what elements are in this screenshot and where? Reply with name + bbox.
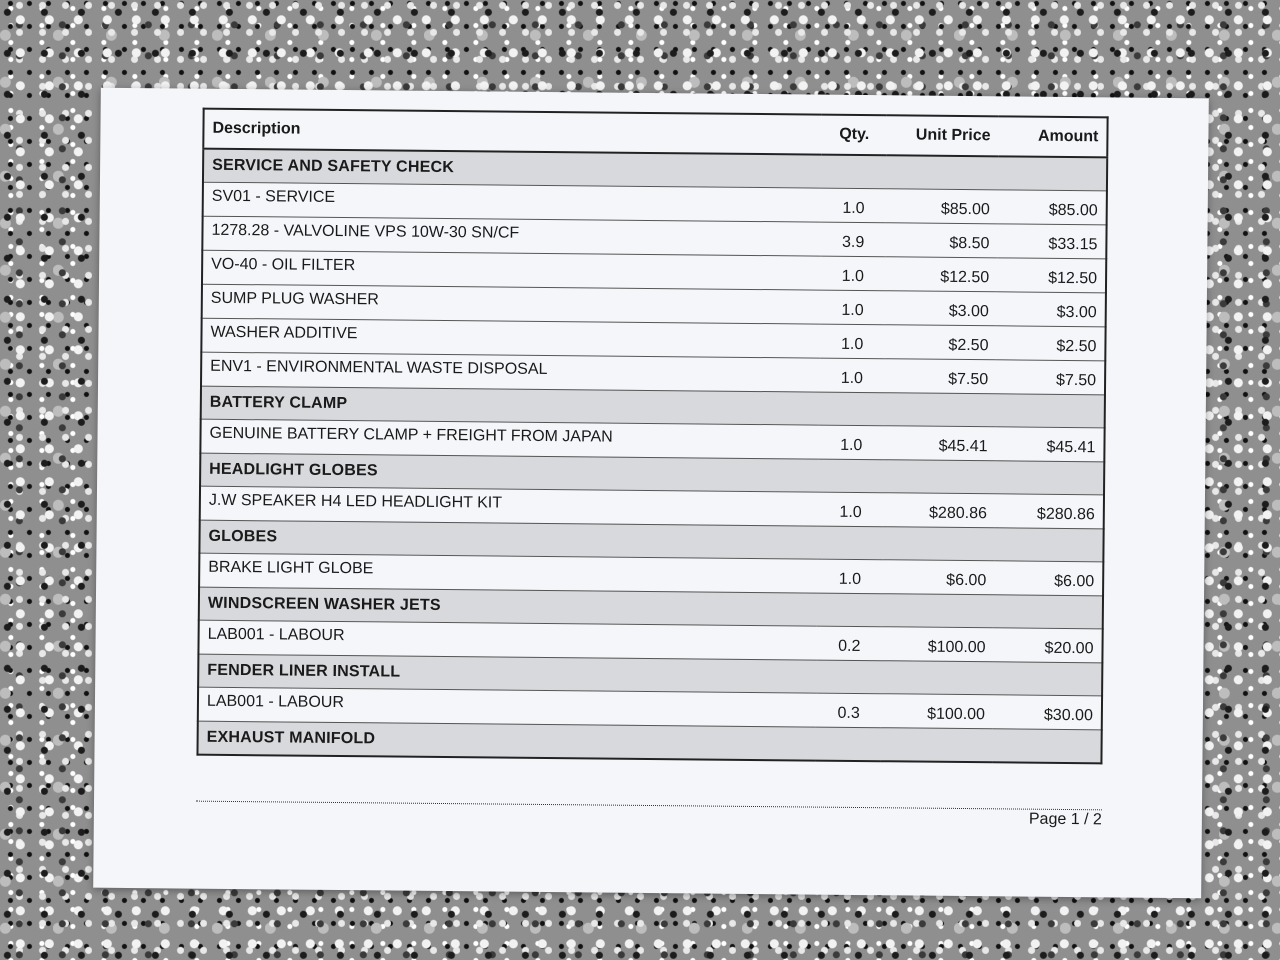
item-description: BRAKE LIGHT GLOBE (199, 553, 818, 593)
item-amount: $3.00 (997, 291, 1106, 326)
item-amount: $33.15 (997, 223, 1106, 258)
item-amount: $30.00 (993, 694, 1102, 729)
section-title: EXHAUST MANIFOLD (197, 721, 1101, 764)
item-qty: 0.3 (816, 693, 881, 728)
item-description: ENV1 - ENVIRONMENTAL WASTE DISPOSAL (201, 352, 820, 392)
item-qty: 1.0 (819, 425, 884, 460)
section-title: SERVICE AND SAFETY CHECK (203, 149, 1107, 191)
item-description: SV01 - SERVICE (203, 182, 822, 222)
item-description: WASHER ADDITIVE (201, 318, 820, 358)
item-amount: $7.50 (996, 359, 1105, 394)
item-qty: 1.0 (820, 256, 885, 291)
table-body (197, 149, 1107, 764)
footer-divider (196, 801, 1102, 811)
page-indicator (1029, 811, 1102, 830)
description-header: Description (203, 109, 822, 155)
item-amount: $12.50 (997, 257, 1106, 292)
item-qty: 0.2 (817, 626, 882, 661)
item-description: J.W SPEAKER H4 LED HEADLIGHT KIT (200, 486, 819, 526)
item-unit-price: $45.41 (884, 425, 996, 460)
section-header-row (197, 721, 1101, 764)
qty-header: Qty. (822, 115, 887, 156)
item-description: SUMP PLUG WASHER (202, 284, 821, 324)
item-unit-price: $7.50 (884, 358, 996, 393)
item-qty: 1.0 (820, 324, 885, 359)
invoice-table (196, 108, 1108, 765)
item-amount: $20.00 (993, 627, 1102, 662)
item-unit-price: $100.00 (882, 626, 994, 661)
item-unit-price: $6.00 (882, 559, 994, 594)
item-unit-price: $12.50 (885, 256, 997, 291)
page-number: 1 / 2 (1070, 811, 1102, 829)
item-amount: $85.00 (998, 189, 1107, 224)
item-unit-price: $8.50 (886, 222, 998, 257)
page-label-text: Page (1028, 810, 1067, 829)
amount-header: Amount (998, 116, 1107, 157)
item-qty: 1.0 (819, 358, 884, 393)
item-unit-price: $85.00 (886, 188, 998, 223)
section-title: HEADLIGHT GLOBES (200, 453, 1104, 495)
item-unit-price: $100.00 (881, 693, 993, 728)
section-title: WINDSCREEN WASHER JETS (199, 587, 1103, 629)
item-qty: 3.9 (821, 222, 886, 257)
invoice-page (93, 88, 1209, 899)
item-description: LAB001 - LABOUR (198, 687, 817, 727)
item-description: LAB001 - LABOUR (198, 620, 817, 660)
item-unit-price: $2.50 (885, 324, 997, 359)
item-amount: $2.50 (996, 325, 1105, 360)
item-unit-price: $280.86 (883, 492, 995, 527)
item-qty: 1.0 (821, 188, 886, 223)
item-qty: 1.0 (818, 492, 883, 527)
item-qty: 1.0 (820, 290, 885, 325)
section-title: FENDER LINER INSTALL (198, 654, 1102, 696)
item-amount: $6.00 (994, 560, 1103, 595)
section-title: BATTERY CLAMP (201, 386, 1105, 428)
item-description: GENUINE BATTERY CLAMP + FREIGHT FROM JAPAN (200, 419, 819, 459)
item-description: VO-40 - OIL FILTER (202, 250, 821, 290)
item-description: 1278.28 - VALVOLINE VPS 10W-30 SN/CF (202, 216, 821, 256)
section-title: GLOBES (199, 520, 1103, 562)
unit-price-header: Unit Price (886, 115, 998, 156)
item-amount: $280.86 (995, 493, 1104, 528)
item-amount: $45.41 (995, 426, 1104, 461)
item-unit-price: $3.00 (885, 290, 997, 325)
item-qty: 1.0 (817, 559, 882, 594)
